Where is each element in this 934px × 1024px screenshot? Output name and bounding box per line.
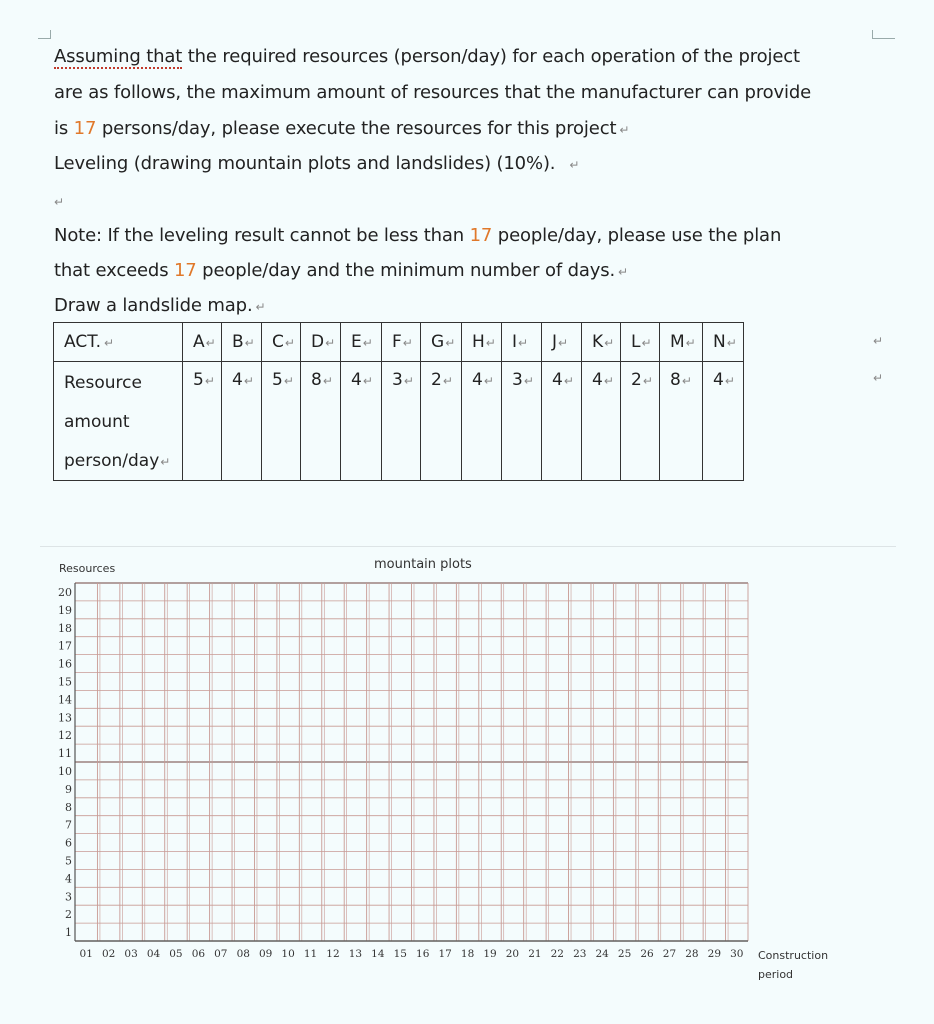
note-limit-value: 17	[469, 225, 493, 246]
resource-K: 4↵	[582, 362, 621, 481]
x-tick-label: 03	[124, 948, 138, 960]
x-tick-label: 20	[505, 948, 520, 960]
activity-J: J↵	[542, 323, 582, 362]
activity-E: E↵	[341, 323, 382, 362]
activity-I: I↵	[502, 323, 542, 362]
header-label-cell: ACT. ↵	[54, 323, 183, 362]
activity-G: G↵	[421, 323, 462, 362]
activity-A: A↵	[183, 323, 222, 362]
y-tick-label: 8	[65, 800, 72, 814]
resource-B: 4↵	[222, 362, 262, 481]
x-tick-label: 11	[303, 948, 318, 960]
row-end-mark: ↵	[873, 334, 884, 348]
y-axis-label: Resources	[59, 562, 116, 575]
y-tick-label: 18	[58, 621, 72, 635]
y-tick-label: 5	[65, 854, 72, 868]
resource-H: 4↵	[462, 362, 502, 481]
x-tick-label: 17	[438, 948, 452, 960]
y-tick-label: 11	[58, 747, 72, 761]
row-label-cell: Resource amount person/day↵	[54, 362, 183, 481]
resource-N: 4↵	[703, 362, 744, 481]
y-tick-label: 3	[65, 890, 72, 904]
resource-I: 3↵	[502, 362, 542, 481]
y-tick-label: 7	[65, 818, 72, 832]
return-mark: ↵	[619, 123, 630, 137]
problem-line-2: are as follows, the maximum amount of resources that the manufacturer can provide	[54, 82, 812, 103]
x-tick-label: 27	[662, 948, 677, 960]
return-mark: ↵	[54, 195, 64, 209]
y-tick-label: 4	[65, 872, 72, 886]
spellcheck-underline: Assuming that	[54, 46, 183, 67]
x-tick-label: 30	[730, 948, 744, 960]
resource-D: 8↵	[301, 362, 341, 481]
x-tick-label: 26	[640, 948, 654, 960]
chart-title: mountain plots	[374, 557, 472, 572]
resource-C: 5↵	[262, 362, 301, 481]
note-line-2: that exceeds 17 people/day and the minimum number of days. ↵	[54, 260, 628, 281]
resource-G: 2↵	[421, 362, 462, 481]
activity-M: M↵	[660, 323, 703, 362]
x-tick-label: 06	[191, 948, 206, 960]
x-tick-label: 15	[393, 948, 407, 960]
problem-line-4: Leveling (drawing mountain plots and landslides) (10%). ↵	[54, 153, 580, 174]
problem-line-3: is 17 persons/day, please execute the resources for this project ↵	[54, 118, 630, 139]
resource-J: 4↵	[542, 362, 582, 481]
y-tick-label: 6	[65, 836, 72, 850]
draw-instruction: Draw a landslide map. ↵	[54, 295, 266, 316]
x-tick-label: 29	[707, 948, 722, 960]
y-tick-label: 14	[58, 693, 72, 707]
activity-F: F↵	[382, 323, 421, 362]
x-tick-label: 25	[617, 948, 632, 960]
x-tick-label: 05	[169, 948, 183, 960]
activity-K: K↵	[582, 323, 621, 362]
y-tick-label: 20	[58, 585, 72, 599]
activity-N: N↵	[703, 323, 744, 362]
problem-line-1: Assuming that the required resources (person/day) for each operation of the project	[54, 46, 800, 67]
y-tick-label: 12	[58, 729, 72, 743]
x-tick-label: 09	[258, 948, 273, 960]
x-tick-label: 18	[460, 948, 475, 960]
return-mark: ↵	[569, 158, 580, 172]
x-tick-label: 02	[101, 948, 116, 960]
max-resource-value: 17	[73, 118, 97, 139]
resource-A: 5↵	[183, 362, 222, 481]
resource-E: 4↵	[341, 362, 382, 481]
resource-F: 3↵	[382, 362, 421, 481]
x-tick-label: 14	[371, 948, 385, 960]
x-tick-label: 19	[483, 948, 497, 960]
return-mark: ↵	[255, 300, 266, 314]
x-tick-label: 12	[326, 948, 340, 960]
y-tick-label: 10	[58, 764, 72, 778]
activity-C: C↵	[262, 323, 301, 362]
x-tick-label: 13	[348, 948, 363, 960]
x-tick-label: 10	[281, 948, 295, 960]
x-tick-label: 21	[528, 948, 542, 960]
note-limit-value-2: 17	[174, 260, 197, 281]
activity-L: L↵	[621, 323, 660, 362]
x-tick-label: 07	[214, 948, 228, 960]
activity-H: H↵	[462, 323, 502, 362]
x-axis-label-line-1: Construction	[758, 949, 829, 962]
activity-B: B↵	[222, 323, 262, 362]
x-axis-label-line-2: period	[758, 968, 794, 981]
y-tick-label: 16	[58, 657, 72, 671]
y-tick-label: 2	[65, 908, 72, 922]
y-tick-label: 19	[58, 603, 72, 617]
x-tick-label: 16	[416, 948, 430, 960]
y-tick-label: 9	[65, 782, 72, 796]
y-tick-label: 13	[58, 711, 72, 725]
x-tick-label: 24	[595, 948, 609, 960]
resource-M: 8↵	[660, 362, 703, 481]
return-mark: ↵	[618, 265, 628, 279]
x-tick-label: 01	[79, 948, 93, 960]
x-tick-label: 08	[236, 948, 250, 960]
y-tick-label: 15	[58, 675, 72, 689]
note-line-1: Note: If the leveling result cannot be less than 17 people/day, please use the plan	[54, 225, 782, 246]
x-tick-label: 04	[146, 948, 161, 960]
activity-D: D↵	[301, 323, 341, 362]
y-tick-label: 1	[65, 926, 72, 940]
x-tick-label: 28	[685, 948, 699, 960]
row-end-mark: ↵	[873, 371, 884, 385]
x-tick-label: 23	[573, 948, 587, 960]
resource-L: 2↵	[621, 362, 660, 481]
y-tick-label: 17	[58, 639, 72, 653]
x-tick-label: 22	[550, 948, 565, 960]
